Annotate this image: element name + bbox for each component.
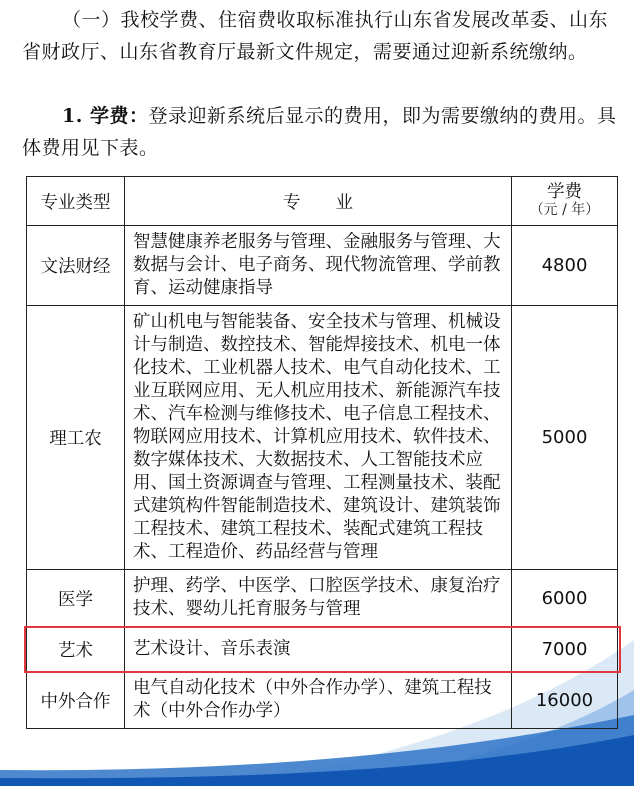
intro-paragraph: [22, 4, 622, 68]
header-fee: [512, 177, 618, 226]
header-category: 专业类型: [27, 177, 125, 226]
table-row: [27, 226, 618, 306]
fee-cell: 5000: [512, 306, 618, 570]
tuition-paragraph: [22, 100, 622, 164]
fee-cell: 16000: [512, 672, 618, 729]
header-fee-label: 学费: [547, 182, 582, 202]
majors-cell: 艺术设计、音乐表演: [125, 627, 512, 672]
table-row: [27, 570, 618, 627]
tuition-label: 1. 学费：: [62, 105, 149, 127]
fee-table: [26, 176, 618, 729]
majors-cell: 矿山机电与智能装备、安全技术与管理、机械设计与制造、数控技术、智能焊接技术、机电一体化技术、工业机器人技术、电气自动化技术、工业互联网应用、无人机应用技术、新能源汽车技术、汽车检测与维修技术、电子信息工程技术、物联网应用技术、计算机应用技术、软件技术、数字媒体技术、大数据技术、人工智能技术应用、国土资源调查与管理、工程测量技术、装配式建筑构件智能制造技术、建筑设计、建筑装饰工程技术、建筑工程技术、装配式建筑工程技术、工程造价、药品经营与管理: [125, 306, 512, 570]
majors-cell: 护理、药学、中医学、口腔医学技术、康复治疗技术、婴幼儿托育服务与管理: [125, 570, 512, 627]
category-cell: 医学: [27, 570, 125, 627]
table-row: [27, 672, 618, 729]
tuition-text: 登录迎新系统后显示的费用，即为需要缴纳的费用。具体费用见下表。: [22, 105, 617, 159]
fee-cell: 4800: [512, 226, 618, 306]
category-cell: 理工农: [27, 306, 125, 570]
table-row-highlighted: [27, 627, 618, 672]
majors-cell: 智慧健康养老服务与管理、金融服务与管理、大数据与会计、电子商务、现代物流管理、学前教育、运动健康指导: [125, 226, 512, 306]
majors-cell: 电气自动化技术（中外合作办学）、建筑工程技术（中外合作办学）: [125, 672, 512, 729]
category-cell: 文法财经: [27, 226, 125, 306]
category-cell: 中外合作: [27, 672, 125, 729]
header-major: 专 业: [125, 177, 512, 226]
fee-cell: 7000: [512, 627, 618, 672]
category-cell: 艺术: [27, 627, 125, 672]
fee-cell: 6000: [512, 570, 618, 627]
header-fee-unit: （元 / 年）: [529, 202, 600, 218]
table-header-row: [27, 177, 618, 226]
table-row: [27, 306, 618, 570]
intro-text: （一）我校学费、住宿费收取标准执行山东省发展改革委、山东省财政厅、山东省教育厅最新文件规定，需要通过迎新系统缴纳。: [22, 9, 609, 63]
